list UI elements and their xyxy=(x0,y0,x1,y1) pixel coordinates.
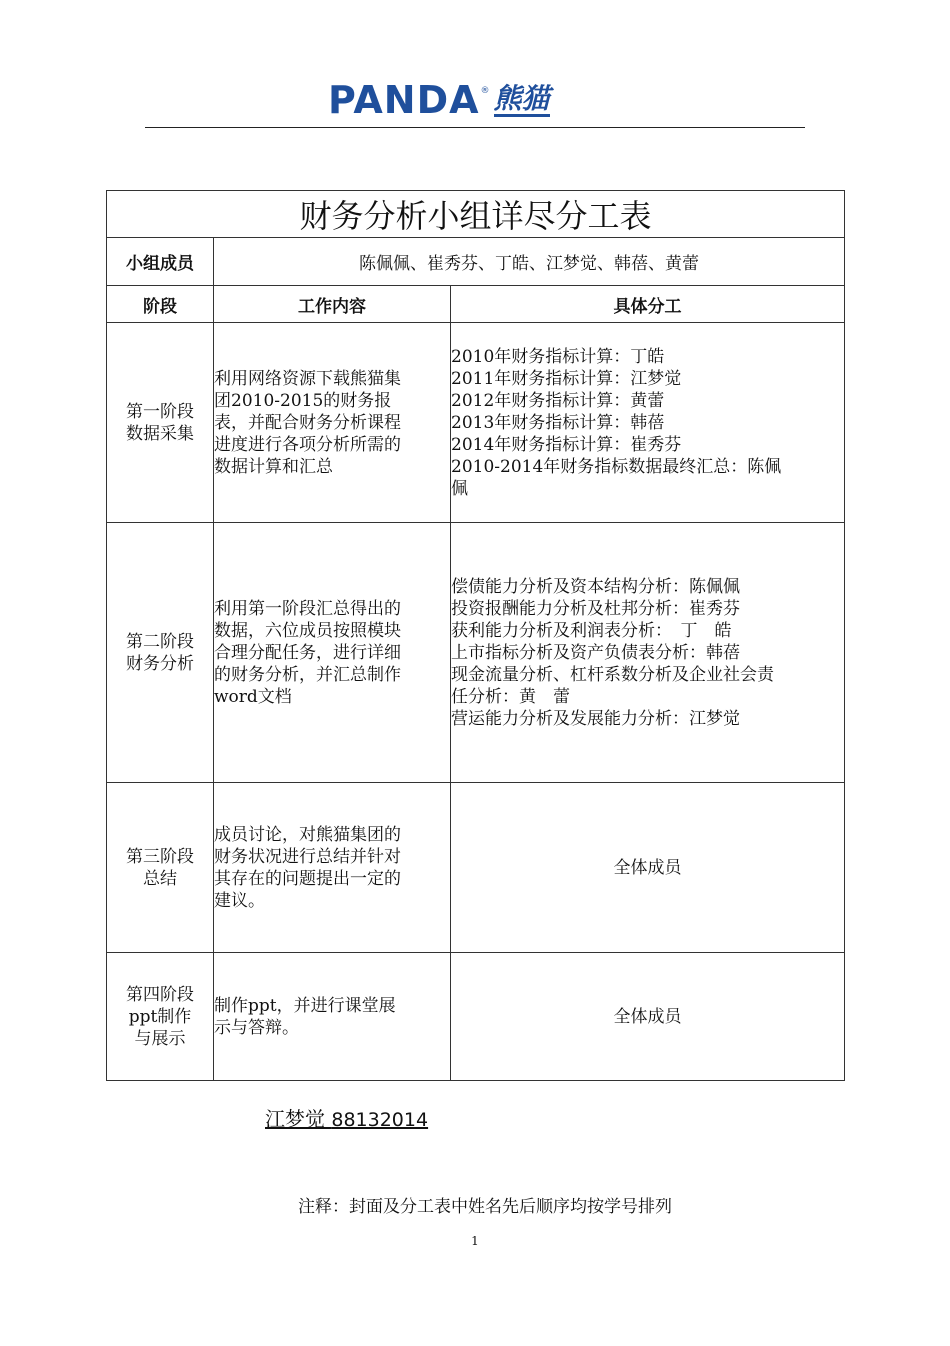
logo-registered-mark: ® xyxy=(480,86,490,96)
content-line: 的财务分析，并汇总制作 xyxy=(214,664,401,685)
header-stage: 阶段 xyxy=(107,286,214,323)
detail-line: 偿债能力分析及资本结构分析：陈佩佩 xyxy=(451,576,740,597)
content-line: 数据计算和汇总 xyxy=(214,456,333,477)
detail-line: 全体成员 xyxy=(613,1006,682,1027)
table-row xyxy=(107,783,845,953)
stage-line: 第二阶段 xyxy=(126,631,194,652)
detail-line: 2013年财务指标计算：韩蓓 xyxy=(451,412,665,433)
content-line: 合理分配任务，进行详细 xyxy=(214,642,401,663)
content-line: 建议。 xyxy=(214,890,265,911)
header-detail: 具体分工 xyxy=(451,286,845,323)
panda-logo xyxy=(328,80,550,120)
detail-line: 任分析：黄 蕾 xyxy=(451,686,570,707)
stage-cell xyxy=(107,523,214,783)
table-row xyxy=(107,523,845,783)
detail-line: 2014年财务指标计算：崔秀芬 xyxy=(451,434,682,455)
table-title: 财务分析小组详尽分工表 xyxy=(107,191,845,238)
detail-line: 2010-2014年财务指标数据最终汇总：陈佩 xyxy=(451,456,782,477)
logo-text: PANDA xyxy=(328,78,480,122)
footnote: 注释：封面及分工表中姓名先后顺序均按学号排列 xyxy=(298,1197,672,1217)
stage-line: 总结 xyxy=(143,868,177,889)
division-of-labor-table xyxy=(106,190,845,1081)
content-line: 利用第一阶段汇总得出的 xyxy=(214,598,401,619)
detail-line: 2012年财务指标计算：黄蕾 xyxy=(451,390,665,411)
detail-line: 获利能力分析及利润表分析： 丁 皓 xyxy=(451,620,732,641)
stage-line: 第四阶段 xyxy=(126,984,194,1005)
detail-line: 2011年财务指标计算：江梦觉 xyxy=(451,368,682,389)
detail-cell xyxy=(451,953,845,1081)
detail-cell xyxy=(451,323,845,523)
content-line: 利用网络资源下载熊猫集 xyxy=(214,368,401,389)
header-divider xyxy=(145,127,805,128)
stage-line: 第三阶段 xyxy=(126,846,194,867)
detail-cell xyxy=(451,523,845,783)
members-label: 小组成员 xyxy=(107,238,214,286)
content-line: 数据，六位成员按照模块 xyxy=(214,620,401,641)
detail-line: 营运能力分析及发展能力分析：江梦觉 xyxy=(451,708,740,729)
stage-line: 财务分析 xyxy=(126,653,194,674)
content-cell xyxy=(214,783,451,953)
content-line: 制作ppt，并进行课堂展 xyxy=(214,995,396,1016)
detail-line: 全体成员 xyxy=(613,857,682,878)
stage-cell xyxy=(107,783,214,953)
detail-line: 投资报酬能力分析及杜邦分析：崔秀芬 xyxy=(451,598,740,619)
signature-number: 88132014 xyxy=(331,1109,429,1131)
content-line: 其存在的问题提出一定的 xyxy=(214,868,401,889)
content-line: word文档 xyxy=(214,686,292,707)
stage-line: 数据采集 xyxy=(126,423,194,444)
content-line: 财务状况进行总结并针对 xyxy=(214,846,401,867)
stage-cell xyxy=(107,953,214,1081)
stage-line: 与展示 xyxy=(134,1028,186,1049)
content-cell xyxy=(214,953,451,1081)
stage-cell xyxy=(107,323,214,523)
members-list: 陈佩佩、崔秀芬、丁皓、江梦觉、韩蓓、黄蕾 xyxy=(214,238,845,286)
page-number: 1 xyxy=(471,1234,479,1248)
logo-chinese: 熊猫 xyxy=(493,81,550,115)
detail-cell xyxy=(451,783,845,953)
signature-name: 江梦觉 xyxy=(265,1107,325,1131)
detail-line: 佩 xyxy=(451,478,468,499)
table-row xyxy=(107,323,845,523)
detail-line: 现金流量分析、杠杆系数分析及企业社会责 xyxy=(451,664,774,685)
detail-line: 2010年财务指标计算：丁皓 xyxy=(451,346,665,367)
content-cell xyxy=(214,523,451,783)
table-row xyxy=(107,953,845,1081)
detail-line: 上市指标分析及资产负债表分析：韩蓓 xyxy=(451,642,740,663)
content-line: 成员讨论，对熊猫集团的 xyxy=(214,824,401,845)
header-work-content: 工作内容 xyxy=(214,286,451,323)
signature xyxy=(265,1106,428,1133)
stage-line: 第一阶段 xyxy=(126,401,194,422)
content-line: 表，并配合财务分析课程 xyxy=(214,412,401,433)
content-cell xyxy=(214,323,451,523)
content-line: 团2010-2015的财务报 xyxy=(214,390,392,411)
content-line: 进度进行各项分析所需的 xyxy=(214,434,401,455)
content-line: 示与答辩。 xyxy=(214,1017,299,1038)
stage-line: ppt制作 xyxy=(128,1006,192,1027)
